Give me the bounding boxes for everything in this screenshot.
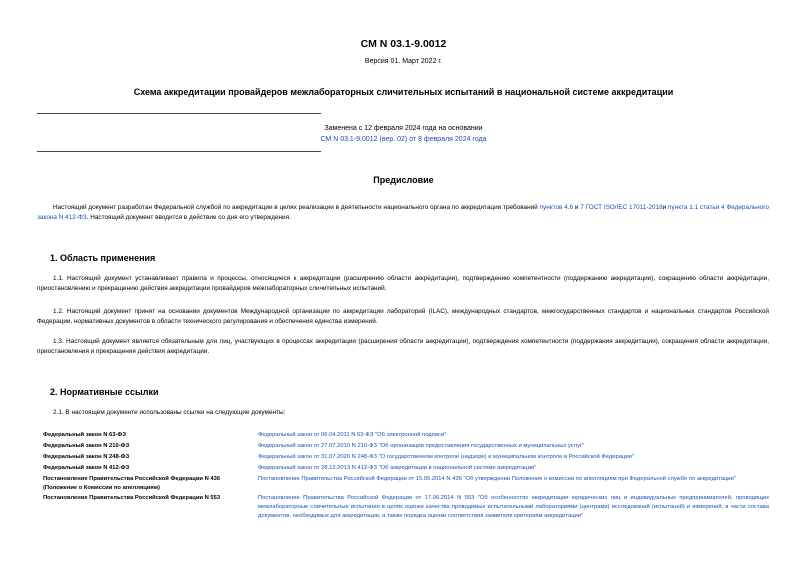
section2-heading: 2. Нормативные ссылки (50, 387, 159, 397)
ref-name: Постановление Правительства Российской Федерации N 553 (43, 495, 221, 501)
ref-link[interactable]: Федеральный закон от 31.07.2020 N 248-ФЗ "О государственном контроле (надзоре) и муниципальном контроле в Российской Федерации" (258, 454, 634, 460)
ref-link[interactable]: Постановление Правительства Российской Федерации от 17.06.2014 N 553 "Об особенностях аккредитации юридических лиц и индивидуальных предпринимателей, проводящих межлабораторные сличительные испытания в целях оценки качества проводимых испытательными лабораториями (центрами) исследований (испытаний) и измерений, в части состава документов, необходимых для аккредитации, а также порядка оценки соответствия заявителя критериям аккредитации" (258, 495, 769, 519)
section1-p3: 1.3. Настоящий документ является обязательным для лиц, участвующих в процессах аккредитации (расширения области аккредитации), подтверждения компетентности (поддержания аккредитации), сокращения области аккредитации, приостановления и прекращения действия аккредитации. (37, 338, 769, 355)
foreword-text-c: и (662, 204, 669, 211)
document-code: СМ N 03.1-9.0012 (360, 38, 447, 50)
ref-name: Федеральный закон N 248-ФЗ (43, 454, 130, 460)
section1-heading: 1. Область применения (50, 253, 156, 263)
section2-intro: 2.1. В настоящем документе использованы ссылки на следующие документы: (53, 409, 286, 416)
replaced-notice: Заменена с 12 февраля 2024 года на основании (324, 125, 483, 132)
ref-row (43, 494, 769, 520)
section1-p2: 1.2. Настоящий документ принят на основании документов Международной организации по аккредитации лабораторий (ILAC), международных стандартов, межгосударственных стандартов и национальных стандартов Российской Федерации, нормативных документов в области технического регулирования и обеспечения единства измерений. (37, 308, 769, 325)
section1-p1: 1.1. Настоящий документ устанавливает правила и процессы, относящиеся к аккредитации (расширению области аккредитации), подтверждению компетентности (поддержанию аккредитации), сокращению области аккредитации, приостановлению и прекращению действия аккредитации провайдеров межлабораторных сличительных испытаний. (37, 275, 769, 292)
foreword-paragraph (37, 203, 769, 223)
link-points-4-6[interactable]: пунктов 4.6 (539, 204, 574, 211)
foreword-text-b: и (573, 204, 581, 211)
ref-name: Федеральный закон N 210-ФЗ (43, 443, 130, 449)
foreword-heading: Предисловие (373, 175, 434, 185)
ref-name: Постановление Правительства Российской Федерации N 436 (Положение о Комиссии по апелляциям) (43, 476, 221, 491)
ref-row (43, 453, 769, 462)
foreword-text-a: Настоящий документ разработан Федеральной службой по аккредитации в целях реализации в деятельности национального органа по аккредитации требований (53, 204, 540, 211)
link-gost-17011[interactable]: 7 ГОСТ ISO/IEC 17011-2018 (580, 204, 663, 211)
ref-row (43, 475, 769, 493)
ref-row (43, 442, 769, 451)
ref-row (43, 431, 769, 440)
ref-link[interactable]: Федеральный закон от 27.07.2010 N 210-ФЗ "Об организации предоставления государственных и муниципальных услуг" (258, 443, 585, 449)
divider-bottom (37, 151, 321, 152)
ref-row (43, 464, 769, 473)
ref-link[interactable]: Федеральный закон от 28.12.2013 N 412-ФЗ "Об аккредитации в национальной системе аккредитации" (258, 465, 537, 471)
link-412-fz[interactable]: пункта 1.1 статьи 4 Федерального закона N 412-ФЗ (37, 204, 769, 221)
document-title: Схема аккредитации провайдеров межлабораторных сличительных испытаний в национальной системе аккредитации (133, 87, 674, 97)
ref-link[interactable]: Федеральный закон от 06.04.2011 N 63-ФЗ "Об электронной подписи" (258, 432, 447, 438)
ref-link[interactable]: Постановление Правительства Российской Федерации от 15.05.2014 N 436 "Об утверждении Положения о комиссии по апелляциям при Федеральной службе по аккредитации" (258, 476, 736, 482)
document-version: Версия 01. Март 2022 г. (364, 58, 443, 65)
ref-name: Федеральный закон N 63-ФЗ (43, 432, 126, 438)
foreword-text-d: . Настоящий документ вводится в действие со дня его утверждения. (86, 214, 291, 221)
divider-top (37, 113, 321, 114)
replaced-link[interactable]: СМ N 03.1-9.0012 (вер. 02) от 8 февраля 2024 года (320, 136, 487, 143)
ref-name: Федеральный закон N 412-ФЗ (43, 465, 130, 471)
